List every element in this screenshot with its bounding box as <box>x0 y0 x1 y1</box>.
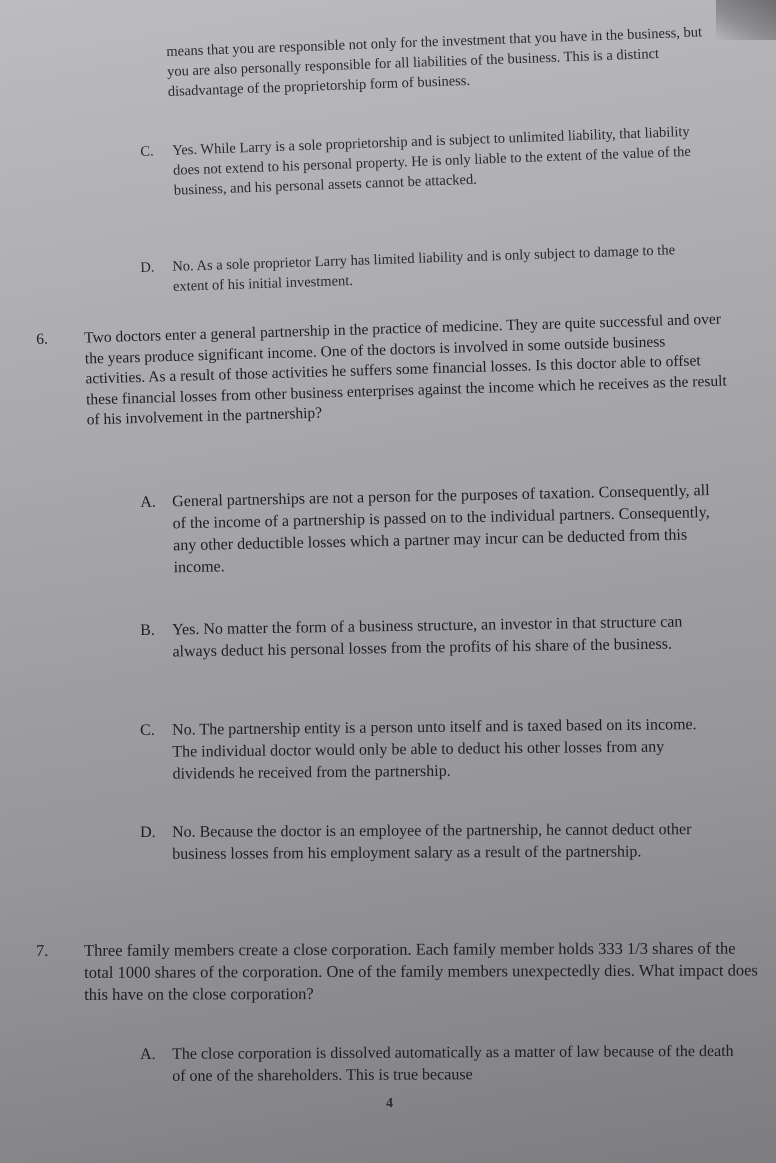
option-letter: B. <box>140 621 155 639</box>
option-letter: D. <box>140 259 155 276</box>
question-text: Two doctors enter a general partnership in the practice of medicine. They are quite successful and over the years produce significant income. One of the doctors is involved in some outside business activities. As a result of those activities he suffers some financial losses. Is this doctor able to offset these financial losses from other business enterprises against the income which he receives as the result of his involvement in the partnership? <box>84 310 727 429</box>
q6-option-a <box>140 480 722 580</box>
option-text: No. The partnership entity is a person unto itself and is taxed based on its income. The individual doctor would only be able to deduct his other losses from any dividends he received from the partnership. <box>172 716 697 783</box>
question-7 <box>36 937 766 1006</box>
option-text: Yes. No matter the form of a business structure, an investor in that structure can always deduct his personal losses from the profits of his share of the business. <box>172 613 683 661</box>
option-text: No. As a sole proprietor Larry has limited liability and is only subject to damage to the extent of his initial investment. <box>172 242 676 295</box>
page-number: 4 <box>386 1096 393 1111</box>
option-letter: A. <box>140 1045 156 1063</box>
option-text: The close corporation is dissolved automatically as a matter of law because of the death of one of the shareholders. This is true because <box>172 1042 734 1085</box>
option-text: Yes. While Larry is a sole proprietorship and is subject to unlimited liability, that liability does not extend to his personal property. He is only liable to the extent of the value of the business, and his personal assets cannot be attacked. <box>172 123 692 199</box>
option-text: No. Because the doctor is an employee of the partnership, he cannot deduct other business losses from his employment salary as a result of the partnership. <box>172 821 692 863</box>
option-letter: C. <box>140 721 155 739</box>
question-number: 7. <box>36 940 49 960</box>
question-6 <box>36 310 729 433</box>
q6-option-b <box>140 611 721 664</box>
option-text: General partnerships are not a person for the purposes of taxation. Consequently, all of the income of a partnership is passed on to the individual partners. Consequently, any other deductible losses which a partner may incur can be deducted from this income. <box>172 482 710 577</box>
continuation-text: means that you are responsible not only for the investment that you have in the business, but you are also personally responsible for all liabilities of the business. This is a distinct disadvantage of the proprietorship form of business. <box>166 24 703 100</box>
q6-option-c <box>140 714 721 786</box>
previous-answer-continuation <box>166 21 728 101</box>
q7-option-a <box>140 1041 740 1088</box>
option-letter: D. <box>140 823 156 841</box>
question-number: 6. <box>36 330 49 348</box>
q5-option-d <box>140 239 701 298</box>
q6-option-d <box>140 819 720 866</box>
option-letter: C. <box>140 143 154 160</box>
q5-option-c <box>140 121 702 201</box>
question-text: Three family members create a close corporation. Each family member holds 333 1/3 shares of the total 1000 shares of the corporation. One of the family members unexpectedly dies. What impact does this have on the close corporation? <box>84 938 758 1004</box>
option-letter: A. <box>140 493 156 511</box>
